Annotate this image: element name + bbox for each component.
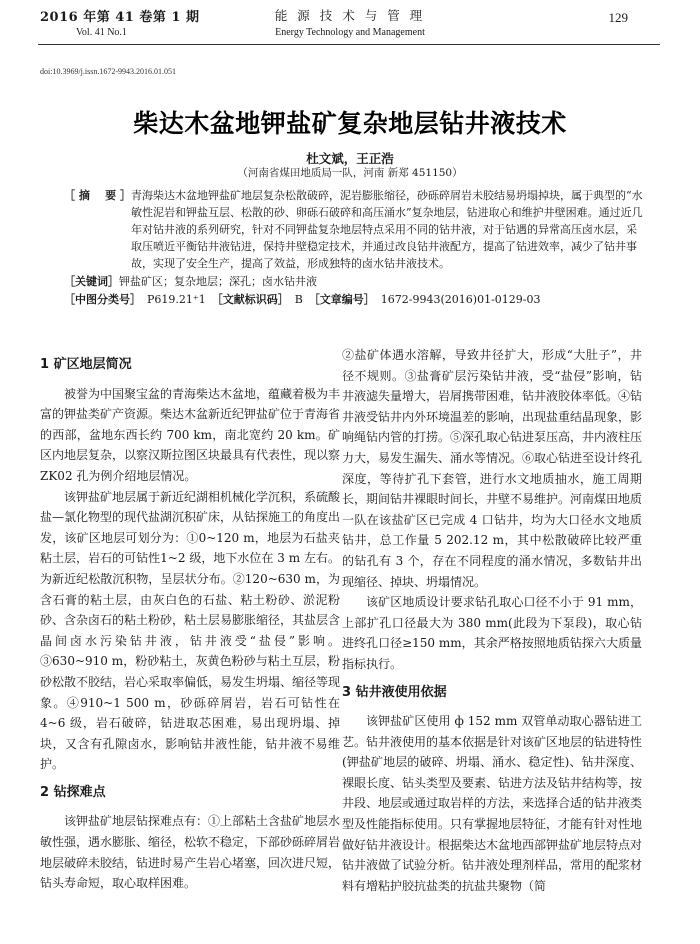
journal-name: [0, 6, 700, 38]
journal-name-en: Energy Technology and Management: [275, 27, 425, 38]
volume-label: Vol. 41 No.1: [76, 27, 127, 38]
classification: [64, 291, 644, 308]
right-column: [342, 345, 642, 896]
keywords: [64, 273, 644, 290]
section-2-paragraph-2: 该矿区地质设计要求钻孔取心口径不小于 91 mm，上部扩孔口径最大为 380 mm(此段为下泵段)，取心钻进终孔口径≥150 mm，其余严格按照地质钻探六大质量指标执行。: [342, 595, 642, 671]
abstract-block: [64, 187, 644, 308]
clc-value: P619.21⁺1: [147, 293, 206, 306]
section-1-paragraph-1: 被誉为中国聚宝盆的青海柴达木盆地，蕴藏着极为丰富的钾盐类矿产资源。柴达木盆新近纪钾盐矿位于青海省的西部，盆地东西长约 700 km，南北宽约 20 km。矿区内地层复杂，以察汉斯拉图区块最具有代表性，现以察 ZK02 孔为例介绍地层情况。: [40, 386, 341, 483]
journal-name-cn: 能 源 技 术 与 管 理: [274, 8, 426, 23]
keywords-text: 钾盐矿区；复杂地层；深孔；卤水钻井液: [119, 275, 317, 288]
section-2-paragraph-1: 该钾盐矿地层钻探难点有：①上部粘土含盐矿地层水敏性强，遇水膨胀、缩径，松软不稳定，下部砂砾碎屑岩地层破碎未胶结，钻进时易产生岩心堵塞，回次进尺短，钻头寿命短，取心取样困难。: [40, 814, 341, 891]
abstract-text: 青海柴达木盆地钾盐矿地层复杂松散破碎，泥岩膨胀缩径，砂砾碎屑岩未胶结易坍塌掉块，属于典型的“水敏性泥岩和钾盐互层、松散的砂、卵砾石破碎和高压涌水”复杂地层，钻进取心和维护井壁困难。通过近几年对钻井液的系列研究，针对不同钾盐复杂地层特点采用不同的钻井液，对于钻遇的异常高压卤水层，采取压喷近平衡钻井液钻进，保持井壁稳定技术，并通过改良钻井液配方，提高了钻进效率，减少了钻井事故，实现了安全生产，提高了效益，形成独特的卤水钻井液技术。: [130, 189, 643, 270]
page-number: 129: [608, 10, 628, 25]
affiliation: （河南省煤田地质局一队，河南 新郑 451150）: [237, 167, 463, 179]
abstract-label: ［ 摘 要 ］: [64, 189, 131, 202]
abstract: [64, 187, 644, 272]
paper-title: 柴达木盆地钾盐矿复杂地层钻井液技术: [133, 109, 567, 138]
section-2-paragraph-1-continued: ②盐矿体遇水溶解，导致井径扩大，形成“大肚子”，井径不规则。③盐膏矿层污染钻井液，受“盐侵”影响，钻井液滤失量增大，岩屑携带困难，钻井液胶体率低。④钻井液受钻井内外环境温差的影响，出现盐重结晶现象，影响绳钻内管的打捞。⑤深孔取心钻进泵压高，井内液柱压力大，易发生漏失、涌水等情况。⑥取心钻进至设计终孔深度，等待扩孔下套管，进行水文地质抽水，施工周期长，期间钻井裸眼时间长，井壁不易维护。河南煤田地质一队在该盐矿区已完成 4 口钻井，均为大口径水文地质钻井，总工作量 5 202.12 m，其中松散破碎比较严重的钻孔有 3 个，存在不同程度的涌水情况，多数钻井出现缩径、掉块、坍塌情况。: [342, 348, 643, 589]
section-1-paragraph-2: 该钾盐矿地层属于新近纪湖相机械化学沉积，系硫酸盐—氯化物型的现代盐湖沉积矿床，从钻探施工的角度出发，该矿区地层可划分为：①0~120 m，地层为石盐夹粘土层，岩石的可钻性1~2 级，地下水位在 3 m 左右。为新近纪松散沉积物，呈层状分布。②120~630 m，为含石膏的粘土层，由灰白色的石盐、粘土粉砂、淤泥粉砂、含杂卤石的粘土粉砂，粘土层易膨胀缩径，其盐层含晶间卤水污染钻井液，钻井液受“盐侵”影响。③630~910 m，粉砂粘土，灰黄色粉砂与粘土互层，粉砂松散不胶结，岩心采取率偏低，易发生坍塌、缩径等现象。④910~1 500 m，砂砾碎屑岩，岩石可钻性在 4~6 级，岩石破碎，钻进取芯困难，易出现坍塌、掉块，又含有孔隙卤水，影响钻井液性能，钻井液不易维护。: [40, 489, 341, 772]
clc-label: ［中图分类号］: [64, 293, 141, 306]
left-column: [40, 345, 340, 894]
article-number-value: 1672-9943(2016)01-0129-03: [380, 293, 541, 306]
doi: doi:10.3969/j.issn.1672-9943.2016.01.051: [40, 67, 177, 76]
section-3-paragraph-1: 该钾盐矿区使用 ф 152 mm 双管单动取心器钻进工艺。钻井液使用的基本依据是针对该矿区地层的钻进特性(钾盐矿地层的破碎、坍塌、涌水、稳定性)、钻井深度、裸眼长度、钻头类型及要素、钻进方法及钻井结构等，按井段、地层或通过取岩样的方法，来选择合适的钻井液类型及性能指标使用。只有掌握地层特征，才能有针对性地做好钻井液设计。根据柴达木盆地西部钾盐矿地层特点对钻井液做了试验分析。钻井液处理剂样品，常用的配浆材料有增粘护胶抗盐类的抗盐共聚物（简: [342, 714, 643, 893]
section-1-heading: 1 矿区地层简况: [40, 357, 132, 372]
header-divider: [38, 44, 660, 45]
section-2-heading: 2 钻探难点: [40, 784, 106, 800]
doc-code-label: ［文献标识码］: [211, 293, 289, 306]
authors: 杜文斌，王正浩: [306, 151, 394, 166]
section-3-heading: 3 钻井液使用依据: [342, 684, 447, 700]
doc-code-value: B: [294, 293, 303, 306]
article-number-label: ［文章编号］: [308, 293, 375, 306]
issue-label: 2016 年第 41 卷第 1 期: [40, 10, 200, 25]
keywords-label: ［关键词］: [64, 275, 119, 288]
